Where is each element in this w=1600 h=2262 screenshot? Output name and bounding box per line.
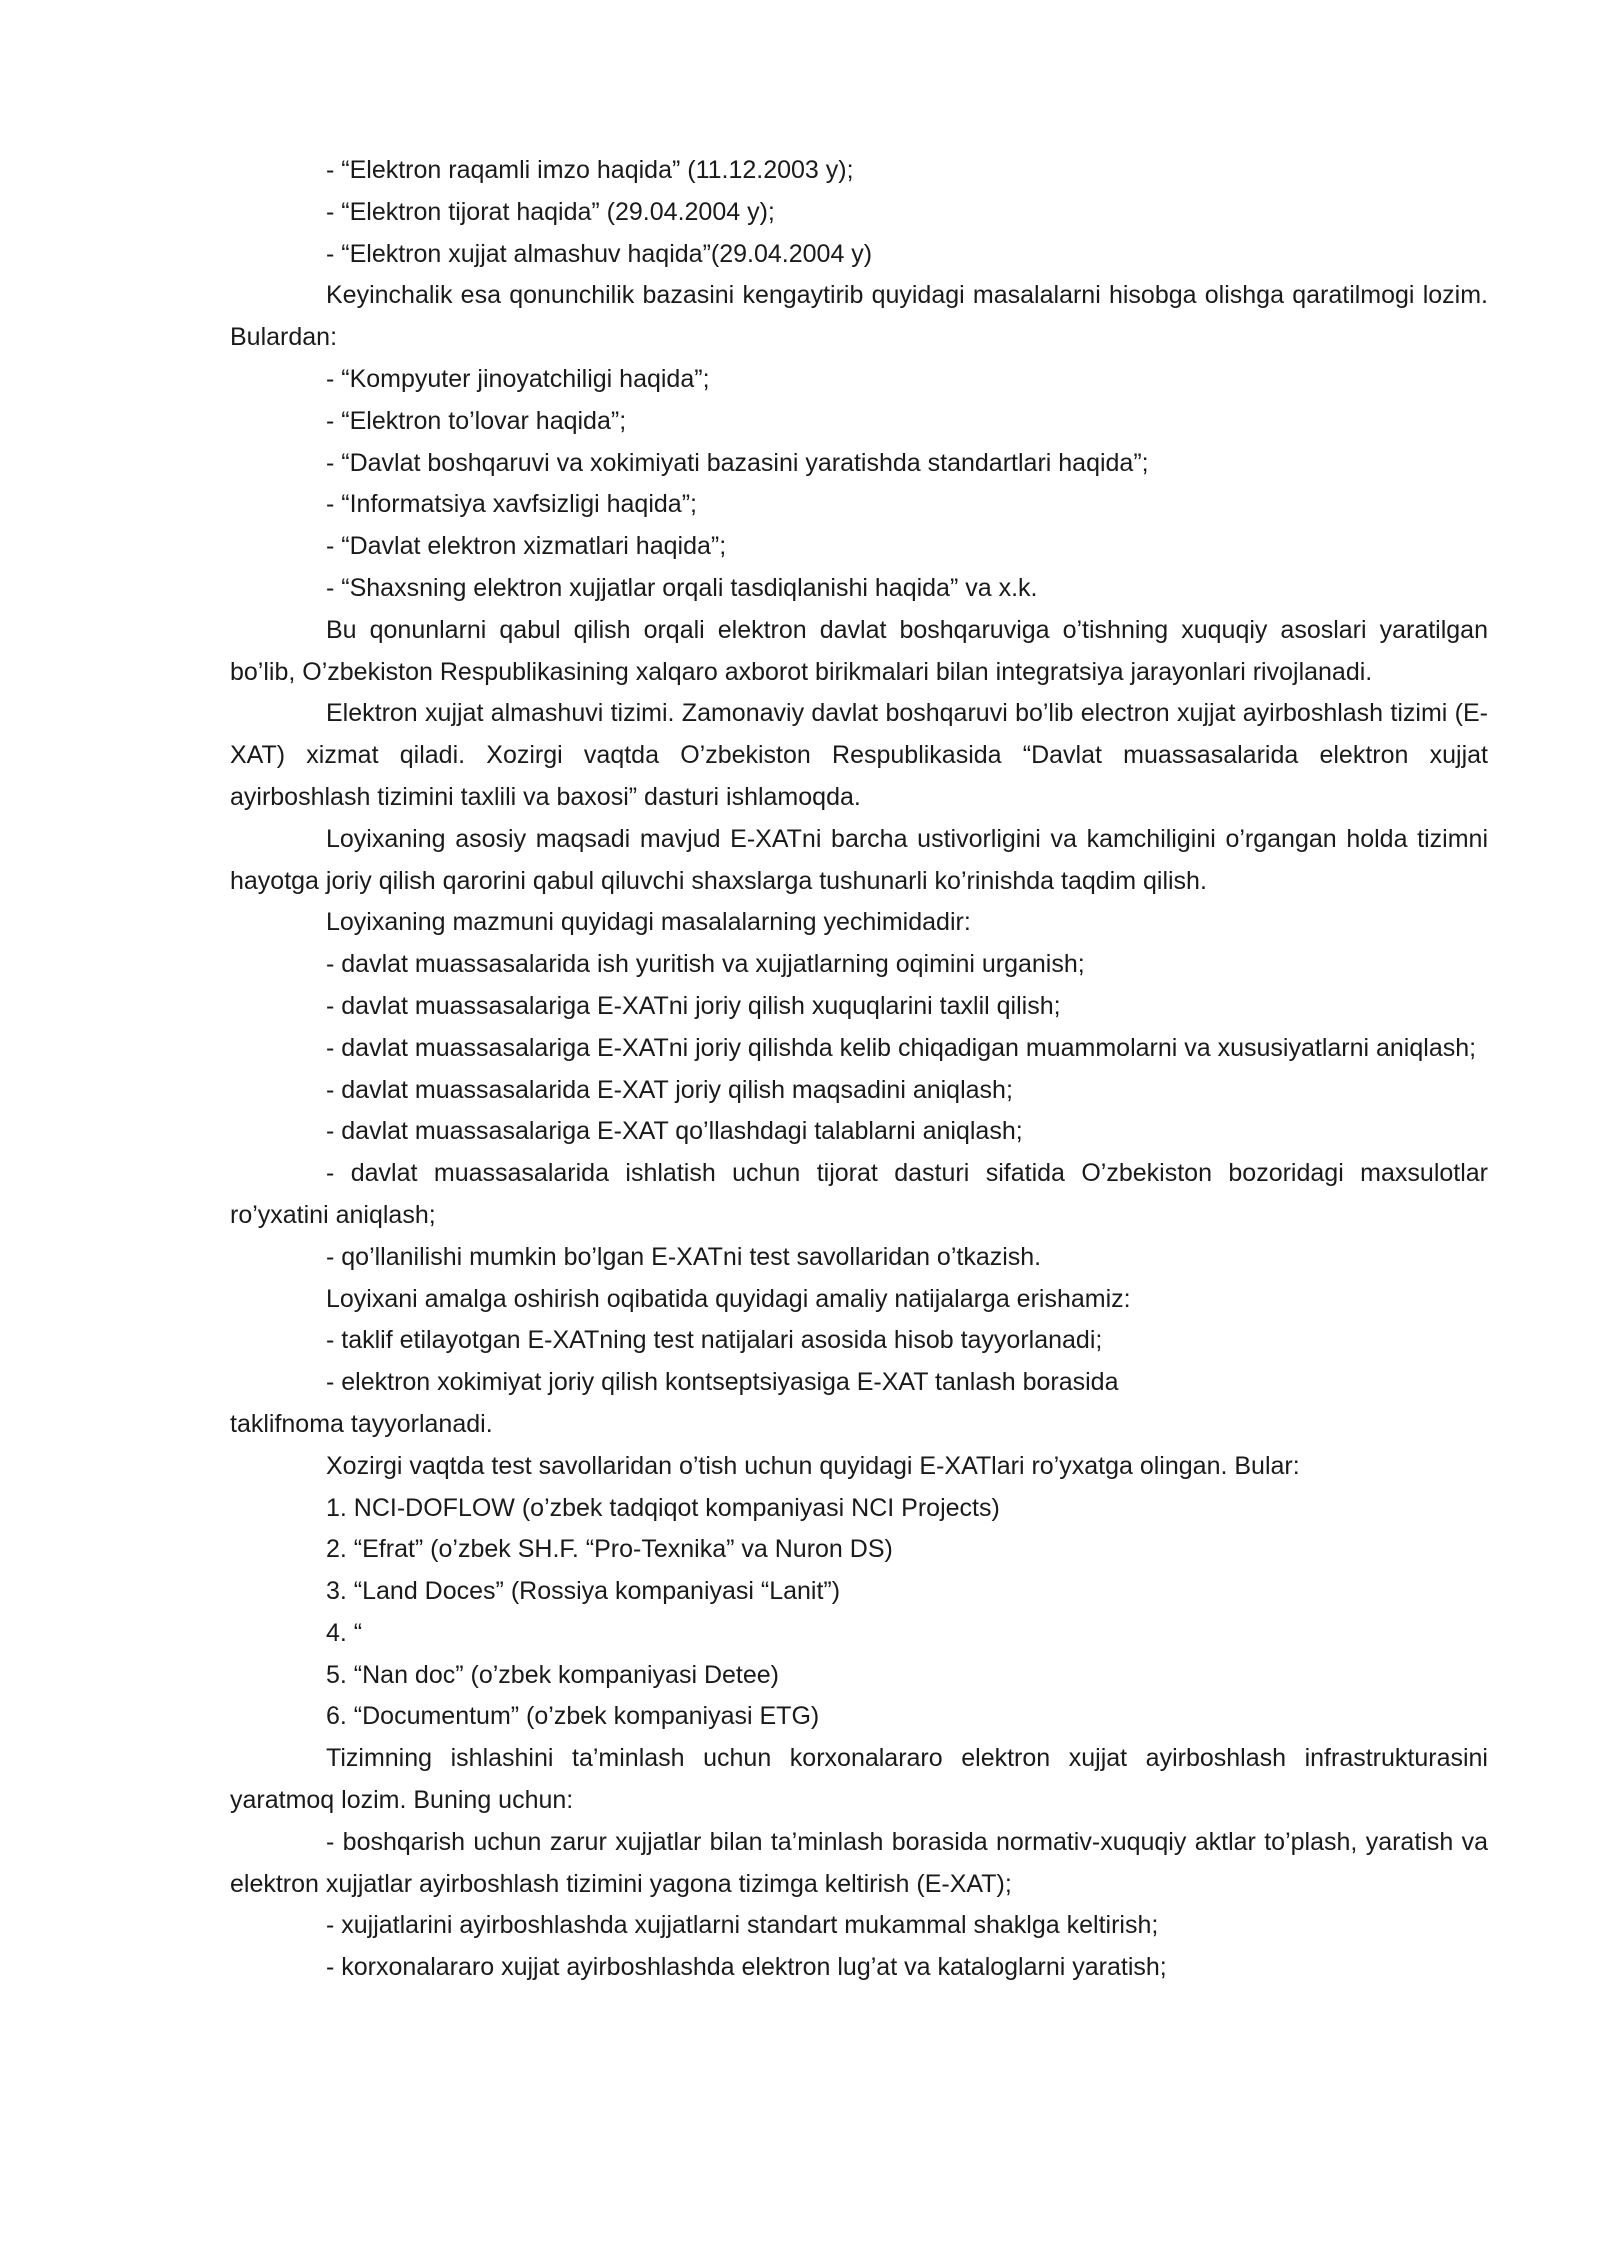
list-item: - “Davlat elektron xizmatlari haqida”; xyxy=(326,532,727,561)
paragraph: Loyixani amalga oshirish oqibatida quyidagi amaliy natijalarga erishamiz: xyxy=(326,1284,1131,1313)
numbered-item: 5. “Nan doc” (o’zbek kompaniyasi Detee) xyxy=(326,1660,779,1689)
numbered-item: 1. NCI-DOFLOW (o’zbek tadqiqot kompaniyasi NCI Projects) xyxy=(326,1493,1000,1522)
paragraph: Tizimning ishlashini ta’minlash uchun korxonalararo elektron xujjat ayirboshlash infrastrukturasini yaratmoq lozim. Buning uchun: xyxy=(230,1744,1488,1815)
paragraph-continuation: taklifnoma tayyorlanadi. xyxy=(230,1409,493,1438)
list-item: - davlat muassasalarida ishlatish uchun tijorat dasturi sifatida O’zbekiston bozoridagi maxsulotlar ro’yxatini aniqlash; xyxy=(230,1159,1488,1229)
paragraph: Bu qonunlarni qabul qilish orqali elektron davlat boshqaruviga o’tishning xuquqiy asoslari yaratilgan bo’lib, O’zbekiston Respublikasining xalqaro axborot birikmalari bilan integratsiya jarayonlari rivojlanadi. xyxy=(230,615,1488,686)
list-item: - elektron xokimiyat joriy qilish kontseptsiyasiga E-XAT tanlash borasida xyxy=(326,1368,1119,1397)
numbered-item: 4. “ xyxy=(326,1618,363,1647)
list-item: - “Shaxsning elektron xujjatlar orqali tasdiqlanishi haqida” va x.k. xyxy=(326,573,1038,602)
paragraph: Elektron xujjat almashuvi tizimi. Zamonaviy davlat boshqaruvi bo’lib electron xujjat ayirboshlash tizimi (E-XAT) xizmat qiladi. Xozirgi vaqtda O’zbekiston Respublikasida “Davlat muassasalarida elektron xujjat ayirboshlash tizimini taxlili va baxosi” dasturi ishlamoqda. xyxy=(230,699,1488,811)
paragraph: Xozirgi vaqtda test savollaridan o’tish uchun quyidagi E-XATlari ro’yxatga olingan. Bular: xyxy=(326,1451,1300,1480)
list-item: - xujjatlarini ayirboshlashda xujjatlarni standart mukammal shaklga keltirish; xyxy=(326,1911,1159,1940)
paragraph: Keyinchalik esa qonunchilik bazasini kengaytirib quyidagi masalalarni hisobga olishga qaratilmogi lozim. Bulardan: xyxy=(230,281,1488,352)
list-item: - davlat muassasalarida ish yuritish va xujjatlarning oqimini urganish; xyxy=(326,950,1085,979)
list-item: - “Davlat boshqaruvi va xokimiyati bazasini yaratishda standartlari haqida”; xyxy=(326,448,1149,477)
document-body xyxy=(230,150,1488,1989)
list-item: - davlat muassasalariga E-XATni joriy qilish xuquqlarini taxlil qilish; xyxy=(326,991,1061,1020)
list-item: - “Elektron tijorat haqida” (29.04.2004 y); xyxy=(326,197,775,226)
numbered-item: 3. “Land Doces” (Rossiya kompaniyasi “Lanit”) xyxy=(326,1577,841,1606)
list-item: - davlat muassasalariga E-XATni joriy qilishda kelib chiqadigan muammolarni va xususiyatlarni aniqlash; xyxy=(326,1033,1477,1062)
numbered-item: 6. “Documentum” (o’zbek kompaniyasi ETG) xyxy=(326,1702,820,1731)
list-item: - “Kompyuter jinoyatchiligi haqida”; xyxy=(326,364,710,393)
list-item: - boshqarish uchun zarur xujjatlar bilan ta’minlash borasida normativ-xuquqiy aktlar to’plash, yaratish va elektron xujjatlar ayirboshlash tizimini yagona tizimga keltirish (E-XAT); xyxy=(230,1827,1488,1898)
list-item: - taklif etilayotgan E-XATning test natijalari asosida hisob tayyorlanadi; xyxy=(326,1326,1103,1355)
list-item: - “Elektron raqamli imzo haqida” (11.12.2003 y); xyxy=(326,156,854,184)
list-item: - korxonalararo xujjat ayirboshlashda elektron lug’at va kataloglarni yaratish; xyxy=(326,1953,1167,1982)
list-item: - davlat muassasalarida E-XAT joriy qilish maqsadini aniqlash; xyxy=(326,1075,1013,1104)
list-item: - davlat muassasalariga E-XAT qo’llashdagi talablarni aniqlash; xyxy=(326,1117,1023,1146)
paragraph: Loyixaning mazmuni quyidagi masalalarning yechimidadir: xyxy=(326,908,971,937)
paragraph: Loyixaning asosiy maqsadi mavjud E-XATni barcha ustivorligini va kamchiligini o’rgangan holda tizimni hayotga joriy qilish qarorini qabul qiluvchi shaxslarga tushunarli ko’rinishda taqdim qilish. xyxy=(230,824,1488,895)
list-item: - “Informatsiya xavfsizligi haqida”; xyxy=(326,490,697,519)
list-item: - “Elektron to’lovar haqida”; xyxy=(326,406,627,435)
numbered-item: 2. “Efrat” (o’zbek SH.F. “Pro-Texnika” va Nuron DS) xyxy=(326,1535,893,1564)
list-item: - qo’llanilishi mumkin bo’lgan E-XATni test savollaridan o’tkazish. xyxy=(326,1242,1042,1271)
list-item: - “Elektron xujjat almashuv haqida”(29.04.2004 y) xyxy=(326,239,873,268)
